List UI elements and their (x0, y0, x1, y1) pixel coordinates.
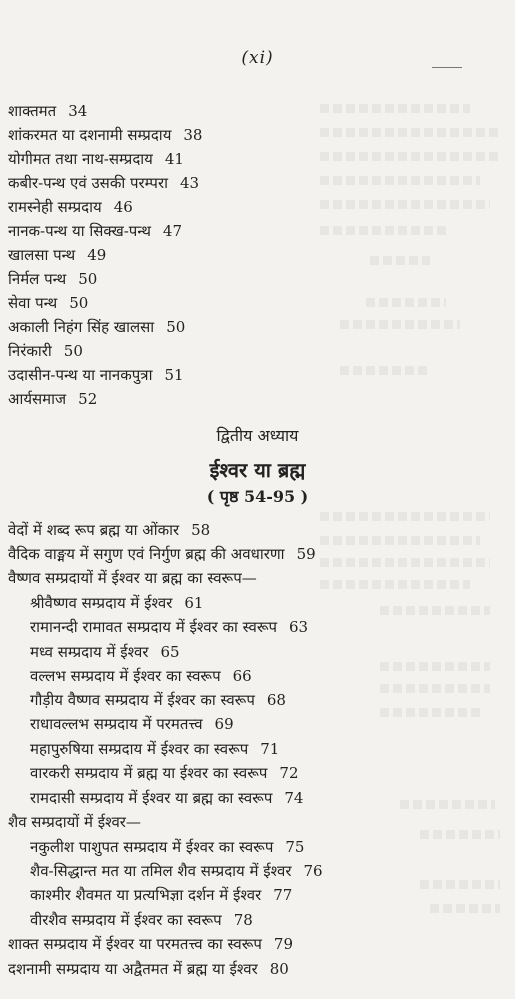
toc-entry (8, 935, 293, 953)
toc-entry-title: शांकरमत या दशनामी सम्प्रदाय (8, 126, 172, 144)
show-through (320, 128, 500, 137)
show-through (320, 226, 450, 235)
toc-subentry (30, 886, 292, 904)
show-through (320, 152, 500, 161)
show-through (366, 298, 446, 307)
toc-entry-page: 38 (183, 126, 203, 144)
toc-entry-page: 34 (68, 102, 88, 120)
toc-subentry (30, 789, 303, 807)
toc-entry-page: 43 (179, 174, 200, 192)
toc-entry-page: 80 (269, 960, 289, 978)
toc-entry-page: 50 (78, 270, 98, 288)
show-through (380, 662, 490, 671)
show-through (320, 176, 480, 185)
show-through (400, 800, 495, 809)
show-through (370, 256, 430, 265)
toc-entry-title: गौड़ीय वैष्णव सम्प्रदाय में ईश्वर का स्वरूप (30, 691, 255, 709)
toc-entry-title: वैष्णव सम्प्रदायों में ईश्वर या ब्रह्म का स्वरूप— (8, 569, 257, 587)
toc-entry-title: योगीमत तथा नाथ-सम्प्रदाय (8, 150, 153, 168)
show-through (380, 708, 480, 717)
toc-entry (8, 102, 87, 120)
toc-entry-title: दशनामी सम्प्रदाय या अद्वैतमत में ब्रह्म या ईश्वर (8, 960, 258, 978)
toc-subentry (30, 618, 308, 636)
toc-entry (8, 270, 97, 288)
page-folio: (xi) (241, 48, 274, 68)
toc-subentry (30, 740, 279, 758)
toc-entry-title: अकाली निहंग सिंह खालसा (8, 318, 155, 336)
toc-entry-page: 76 (303, 862, 323, 880)
toc-entry-page: 46 (113, 198, 133, 216)
show-through (340, 320, 460, 329)
toc-entry-title: नानक-पन्थ या सिक्ख-पन्थ (8, 222, 151, 240)
toc-entry-title: रामस्नेही सम्प्रदाय (8, 198, 102, 216)
toc-subentry (30, 594, 203, 612)
toc-entry-page: 51 (164, 366, 184, 384)
toc-section-heading (8, 569, 257, 587)
toc-entry-title: महापुरुषिया सम्प्रदाय में ईश्वर का स्वरूप (30, 740, 249, 758)
toc-entry-title: वीरशैव सम्प्रदाय में ईश्वर का स्वरूप (30, 911, 222, 929)
toc-entry-title: खालसा पन्थ (8, 246, 76, 264)
toc-entry-title: शाक्तमत (8, 102, 57, 120)
toc-entry-page: 68 (266, 691, 286, 709)
show-through (320, 536, 480, 545)
toc-entry (8, 342, 83, 360)
toc-entry-title: श्रीवैष्णव सम्प्रदाय में ईश्वर (30, 594, 173, 612)
show-through (430, 904, 500, 913)
toc-subentry (30, 862, 323, 880)
toc-entry-title: रामदासी सम्प्रदाय में ईश्वर या ब्रह्म का स्वरूप (30, 789, 273, 807)
toc-entry-page: 69 (214, 715, 234, 733)
toc-subentry (30, 691, 286, 709)
toc-entry-title: कबीर-पन्थ एवं उसकी परम्परा (8, 174, 168, 192)
toc-entry-page: 75 (285, 838, 305, 856)
toc-entry-page: 66 (232, 667, 252, 685)
toc-subentry (30, 715, 234, 733)
toc-entry-page: 58 (191, 521, 211, 539)
toc-entry (8, 366, 184, 384)
toc-entry (8, 318, 185, 336)
toc-entry-title: निरंकारी (8, 342, 52, 360)
toc-entry-title: शैव सम्प्रदायों में ईश्वर— (8, 813, 141, 831)
toc-entry-page: 63 (289, 618, 309, 636)
toc-entry (8, 545, 316, 563)
toc-entry-title: मध्व सम्प्रदाय में ईश्वर (30, 643, 149, 661)
toc-entry (8, 960, 289, 978)
toc-entry-title: काश्मीर शैवमत या प्रत्यभिज्ञा दर्शन में ईश्वर (30, 886, 262, 904)
show-through (420, 880, 500, 889)
toc-entry-title: वारकरी सम्प्रदाय में ब्रह्म या ईश्वर का स्वरूप (30, 764, 268, 782)
chapter-title: ईश्वर या ब्रह्म (209, 458, 306, 482)
toc-entry-title: वेदों में शब्द रूप ब्रह्म या ओंकार (8, 521, 180, 539)
toc-entry-title: राधावल्लभ सम्प्रदाय में परमतत्त्व (30, 715, 203, 733)
toc-entry-title: शाक्त सम्प्रदाय में ईश्वर या परमतत्त्व का स्वरूप (8, 935, 262, 953)
show-through (380, 684, 490, 693)
toc-subentry (30, 911, 253, 929)
show-through (380, 606, 490, 615)
toc-entry-title: शैव-सिद्धान्त मत या तमिल शैव सम्प्रदाय में ईश्वर (30, 862, 292, 880)
chapter-number: द्वितीय अध्याय (216, 426, 299, 445)
toc-entry (8, 246, 106, 264)
chapter-page-range: ( पृष्ठ 54-95 ) (206, 487, 309, 506)
show-through (420, 830, 500, 839)
toc-entry-page: 77 (273, 886, 293, 904)
toc-subentry (30, 838, 304, 856)
toc-entry-page: 74 (284, 789, 304, 807)
toc-entry (8, 390, 97, 408)
toc-entry-title: आर्यसमाज (8, 390, 67, 408)
toc-entry-page: 49 (87, 246, 107, 264)
toc-entry-page: 47 (162, 222, 183, 240)
toc-entry (8, 150, 184, 168)
show-through (340, 366, 430, 375)
show-through (320, 558, 490, 567)
toc-entry-page: 72 (279, 764, 299, 782)
toc-entry-page: 59 (296, 545, 316, 563)
toc-entry-page: 65 (160, 643, 180, 661)
toc-entry-page: 71 (260, 740, 280, 758)
toc-entry-page: 50 (166, 318, 186, 336)
show-through (320, 104, 470, 113)
toc-entry-title: सेवा पन्थ (8, 294, 58, 312)
toc-entry-page: 52 (78, 390, 98, 408)
corner-rule (432, 67, 462, 68)
toc-entry (8, 198, 133, 216)
toc-subentry (30, 667, 252, 685)
toc-entry-page: 50 (69, 294, 89, 312)
toc-entry (8, 521, 210, 539)
toc-entry-title: नकुलीश पाशुपत सम्प्रदाय में ईश्वर का स्वरूप (30, 838, 274, 856)
show-through (320, 580, 470, 589)
toc-entry-page: 79 (273, 935, 293, 953)
toc-entry (8, 174, 199, 192)
toc-entry (8, 294, 88, 312)
toc-entry-page: 41 (164, 150, 184, 168)
toc-subentry (30, 643, 180, 661)
toc-entry-title: वैदिक वाङ्मय में सगुण एवं निर्गुण ब्रह्म की अवधारणा (8, 545, 285, 563)
toc-entry-page: 78 (233, 911, 253, 929)
toc-entry-page: 50 (63, 342, 83, 360)
show-through (320, 200, 490, 209)
toc-entry-title: उदासीन-पन्थ या नानकपुत्रा (8, 366, 153, 384)
toc-entry-title: वल्लभ सम्प्रदाय में ईश्वर का स्वरूप (30, 667, 221, 685)
show-through (320, 512, 490, 521)
toc-entry-page: 61 (184, 594, 204, 612)
toc-subentry (30, 764, 299, 782)
toc-entry-title: रामानन्दी रामावत सम्प्रदाय में ईश्वर का स्वरूप (30, 618, 278, 636)
toc-entry (8, 222, 182, 240)
toc-entry (8, 126, 202, 144)
toc-section-heading (8, 813, 141, 831)
toc-entry-title: निर्मल पन्थ (8, 270, 67, 288)
